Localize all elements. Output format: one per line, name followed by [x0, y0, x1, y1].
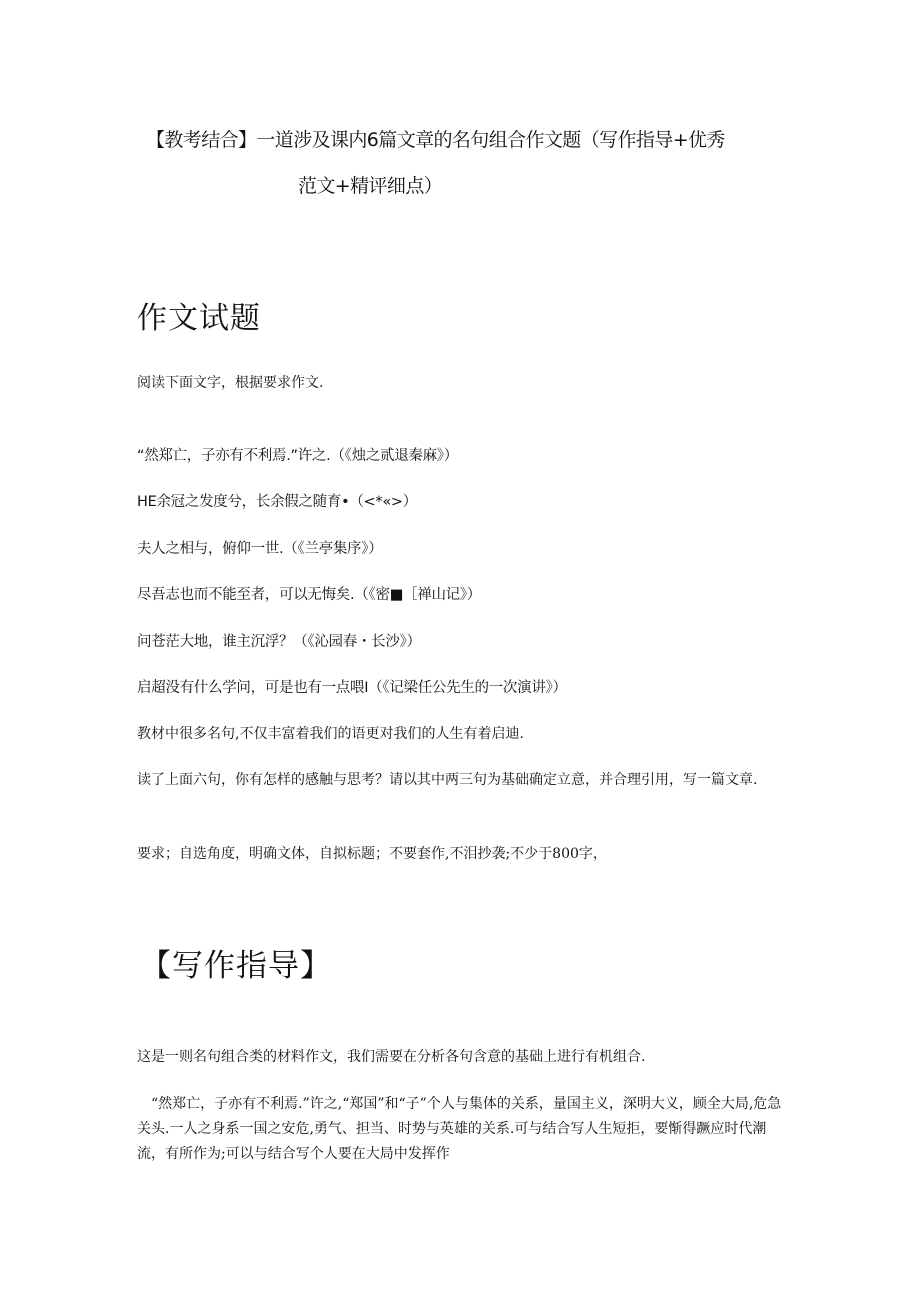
intro-text: 阅读下面文字，根据要求作文. — [137, 375, 324, 391]
task-text: 读了上面六句，你有怎样的感触与思考？请以其中两三句为基础确定立意，并合理引用，写一篇文章. — [137, 772, 758, 788]
section-heading-exam: 作文试题 — [137, 301, 261, 336]
requirement-text: 要求；自选角度，明确文体，自拟标题；不要套作,不泪抄袭;不少于800字， — [137, 846, 607, 862]
note-text: 教材中很多名句,不仅丰富着我们的语更对我们的人生有着启迪. — [137, 726, 524, 742]
quote-6: 启超没有什么学问，可是也有一点喂I（《记梁任公先生的一次演讲》） — [137, 680, 567, 696]
document-title — [140, 117, 800, 209]
quote-3: 夫人之相与，俯仰一世.（《兰亭集序》） — [137, 541, 383, 557]
title-line-1: 【教考结合】一道涉及课内6篇文章的名句组合作文题（写作指导+优秀 — [146, 129, 725, 151]
section-heading-guidance: 【写作指导】 — [140, 948, 332, 984]
title-line-2: 范文+精评细点） — [298, 175, 443, 197]
quote-1: “然郑亡，子亦有不利焉.”许之.（《烛之贰退秦麻》） — [137, 448, 458, 464]
guidance-paragraph-2: “然郑亡，子亦有不利焉.”许之,“郑国”和“子”个人与集体的关系，量国主义，深明大义，顾全大局,危急关头.一人之身系一国之安危,勇气、担当、时势与英雄的关系.可与结合写人生短拒，要惭得蹶应时代潮流，有所作为;可以与结合写个人要在大局中发挥作 — [137, 1096, 782, 1162]
quote-4: 尽吾志也而不能至者，可以无悔矣.（《密■［禅山记》） — [137, 587, 482, 603]
quote-5: 问苍茫大地，谁主沉浮？（《沁园春・长沙》） — [137, 634, 421, 650]
quote-2: HE余冠之发度兮，长余假之随育•（<*«>） — [137, 494, 417, 510]
guidance-paragraph-1: 这是一则名句组合类的材料作文，我们需要在分析各句含意的基础上进行有机组合. — [137, 1049, 646, 1065]
